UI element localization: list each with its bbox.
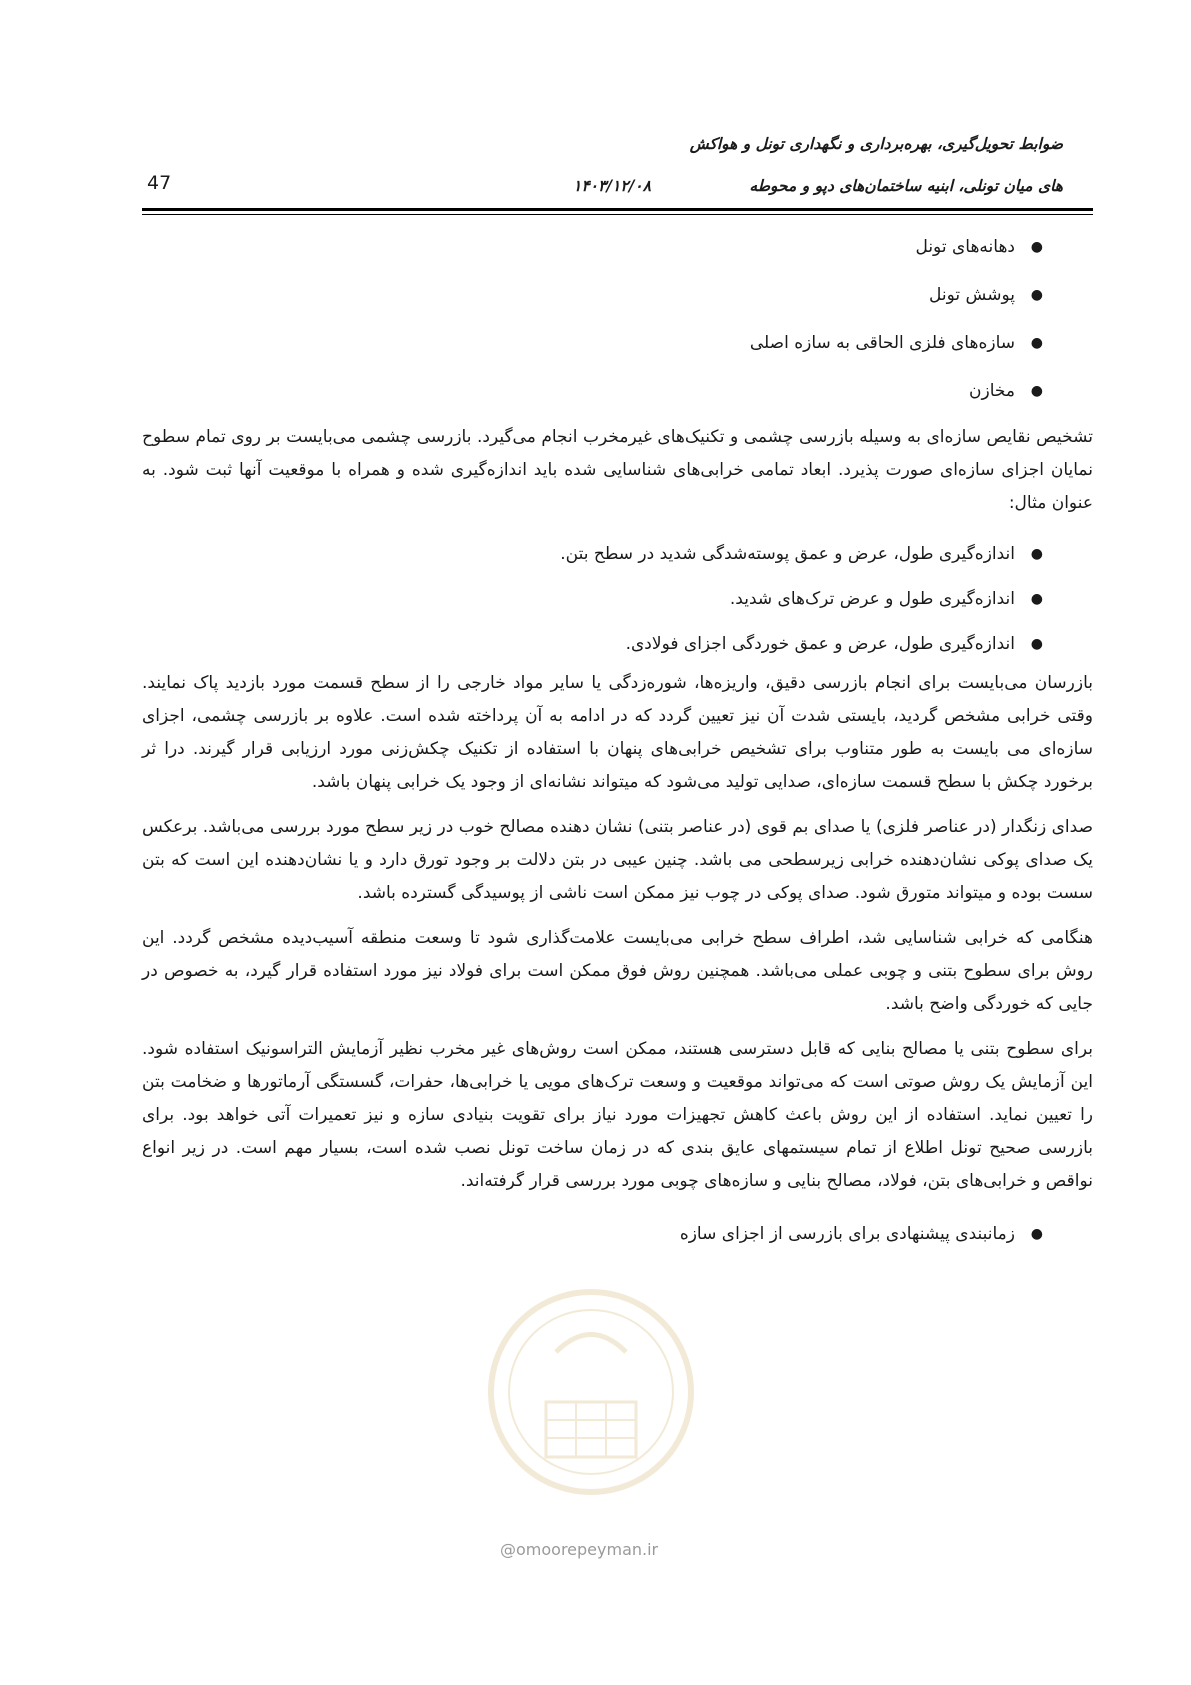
paragraph-sound: صدای زنگدار (در عناصر فلزی) یا صدای بم قوی (در عناصر بتنی) نشان دهنده مصالح خوب در زیر سطح مورد بررسی می‌باشد. برعکس یک صدای پوکی نشان‌دهنده خرابی زیرسطحی می باشد. چنین عیبی در بتن دلالت بر وجود تورق دارد و یا نشان‌دهنده این است که بتن سست بوده و میتواند متورق شود. صدای پوکی در چوب نیز ممکن است ناشی از پوسیدگی گسترده باشد. (142, 817, 1093, 903)
list-item: ● دهانه‌های تونل (142, 223, 1043, 271)
paragraph-visual-inspection: تشخیص نقایص سازه‌ای به وسیله بازرسی چشمی و تکنیک‌های غیرمخرب انجام می‌گیرد. بازرسی چشمی می‌بایست بر روی تمام سطوح نمایان اجزای سازه‌ای صورت پذیرد. ابعاد تمامی خرابی‌های شناسایی شده باید اندازه‌گیری شده و همراه با موقعیت آنها ثبت شود. به عنوان مثال: (142, 427, 1093, 513)
watermark-ring (491, 1292, 691, 1492)
body-text (142, 223, 1093, 1258)
paragraph-ultrasonic: برای سطوح بتنی یا مصالح بنایی که قابل دسترسی هستند، ممکن است روش‌های غیر مخرب نظیر آزمایش التراسونیک استفاده شود. این آزمایش یک روش صوتی است که می‌تواند موقعیت و وسعت ترک‌های مویی یا خرابی‌ها، حفرات، گسستگی آرماتورها و ضخامت بتن را تعیین نماید. استفاده از این روش باعث کاهش تجهیزات مورد نیاز برای تقویت بنیادی سازه و نیز تعمیرات آتی خواهد بود. برای بازرسی صحیح تونل اطلاع از تمام سیستمهای عایق بندی که در زمان ساخت تونل نصب شده است، بسیار مهم است. در زیر انواع نواقص و خرابی‌های بتن، فولاد، مصالح بنایی و سازه‌های چوبی مورد بررسی قرار گرفته‌اند. (142, 1039, 1093, 1191)
watermark-url: @omoorepeyman.ir (500, 1540, 659, 1559)
list-item: ● زمانبندی پیشنهادی برای بازرسی از اجزای سازه (142, 1210, 1043, 1258)
list-item: ● سازه‌های فلزی الحاقی به سازه اصلی (142, 319, 1043, 367)
watermark-arc (556, 1335, 626, 1353)
header-date: ۱۴۰۳/۱۲/۰۸ (573, 176, 651, 195)
bullet-icon: ● (1030, 335, 1043, 351)
bullet-icon: ● (1030, 383, 1043, 399)
bullet-icon: ● (1030, 591, 1043, 607)
watermark-grid (546, 1402, 636, 1457)
watermark-logo (476, 1257, 706, 1527)
bullet-icon: ● (1030, 1226, 1043, 1242)
header-title-line1: ضوابط تحویل‌گیری، بهره‌برداری و نگهداری تونل و هواکش (689, 134, 1063, 153)
header-rule-thick (142, 208, 1093, 211)
header-title-line2: های میان تونلی، ابنیه ساختمان‌های دپو و محوطه (749, 176, 1063, 195)
header-rule-thin (142, 214, 1093, 215)
paragraph-inspectors: بازرسان می‌بایست برای انجام بازرسی دقیق، واریزه‌ها، شوره‌زدگی یا سایر مواد خارجی را از سطح قسمت مورد بازدید پاک نمایند. وقتی خرابی مشخص گردید، بایستی شدت آن نیز تعیین گردد که در ادامه به آن پرداخته شده است. علاوه بر بازرسی چشمی، اجزای سازه‌ای می بایست به طور متناوب برای تشخیص خرابی‌های پنهان با استفاده از تکنیک چکش‌زنی مورد ارزیابی قرار گیرند. درا ثر برخورد چکش با سطح قسمت سازه‌ای، صدایی تولید می‌شود که میتواند نشانه‌ای از وجود یک خرابی پنهان باشد. (142, 673, 1093, 792)
paragraph-marking: هنگامی که خرابی شناسایی شد، اطراف سطح خرابی می‌بایست علامت‌گذاری شود تا وسعت منطقه آسیب‌دیده مشخص گردد. این روش برای سطوح بتنی و چوبی عملی می‌باشد. همچنین روش فوق ممکن است برای فولاد نیز مورد استفاده قرار گیرد، به خصوص در جایی که خوردگی واضح باشد. (142, 928, 1093, 1014)
bullet-list-measurements (142, 532, 1093, 667)
bullet-icon: ● (1030, 239, 1043, 255)
bullet-icon: ● (1030, 546, 1043, 562)
list-item: ● اندازه‌گیری طول، عرض و عمق پوسته‌شدگی شدید در سطح بتن. (142, 532, 1043, 577)
list-item: ● اندازه‌گیری طول، عرض و عمق خوردگی اجزای فولادی. (142, 622, 1043, 667)
list-item: ● اندازه‌گیری طول و عرض ترک‌های شدید. (142, 577, 1043, 622)
bullet-icon: ● (1030, 636, 1043, 652)
bullet-list-components (142, 223, 1093, 415)
list-item: ● مخازن (142, 367, 1043, 415)
list-item: ● پوشش تونل (142, 271, 1043, 319)
bullet-icon: ● (1030, 287, 1043, 303)
bullet-list-schedule (142, 1210, 1093, 1258)
page-number: 47 (147, 172, 172, 194)
